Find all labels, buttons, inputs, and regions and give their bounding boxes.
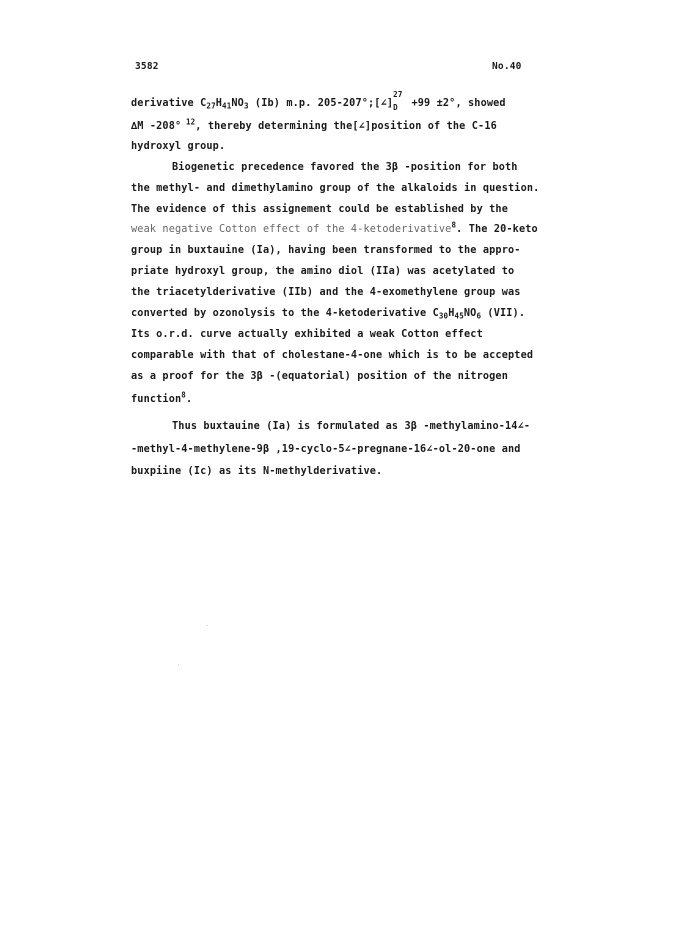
- text-line-6: The evidence of this assignement could be established by the: [131, 204, 509, 215]
- text-fragment: NO: [463, 308, 477, 319]
- text-line-17: -methyl-4-methylene-9β ,19-cyclo-5∠-pregnane-16∠-ol-20-one and: [131, 444, 521, 455]
- text-line-10: the triacetylderivative (IIb) and the 4-exomethylene group was: [131, 287, 521, 298]
- text-line-8: group in buxtauine (Ia), having been transformed to the appro-: [131, 245, 521, 256]
- text-line-1: [131, 90, 506, 112]
- subscript: 41: [222, 101, 232, 111]
- text-fragment: , thereby determining the[∠]position of the C-16: [195, 121, 497, 132]
- text-fragment: converted by ozonolysis to the 4-ketoderivative C: [131, 308, 439, 319]
- text-fragment: H: [448, 308, 455, 319]
- subscript: 30: [438, 311, 449, 321]
- text-line-15: [131, 390, 193, 406]
- text-line-2: [131, 117, 497, 133]
- text-fragment: H: [215, 98, 223, 109]
- text-line-4: Biogenetic precedence favored the 3β -position for both: [172, 162, 518, 173]
- text-line-5: the methyl- and dimethylamino group of the alkaloids in question.: [131, 183, 540, 194]
- subscript: 3: [243, 101, 249, 111]
- superscript: 8: [451, 220, 457, 230]
- text-line-7: [131, 220, 538, 236]
- text-line-11: [131, 307, 525, 320]
- text-fragment: +99 ±2°, showed: [405, 98, 506, 109]
- subscript: 27: [206, 101, 216, 111]
- text-line-3: hydroxyl group.: [131, 141, 226, 152]
- superscript: 27: [393, 90, 403, 99]
- text-line-12: Its o.r.d. curve actually exhibited a weak Cotton effect: [131, 329, 483, 340]
- text-line-18: buxpiine (Ic) as its N-methylderivative.: [131, 466, 383, 477]
- text-line-13: comparable with that of cholestane-4-one which is to be accepted: [131, 350, 534, 361]
- text-line-14: as a proof for the 3β -(equatorial) position of the nitrogen: [131, 371, 509, 382]
- superscript: 12: [181, 117, 196, 127]
- text-fragment: function: [131, 394, 182, 405]
- text-fragment: ∆M -208°: [131, 121, 182, 132]
- text-fragment: (VII).: [481, 308, 526, 319]
- subscript: 45: [454, 311, 464, 321]
- text-fragment: derivative C: [131, 98, 207, 109]
- page-number: 3582: [135, 61, 159, 72]
- text-fragment: NO: [231, 98, 244, 109]
- superscript: 8: [181, 390, 186, 400]
- scan-speck: [207, 625, 208, 626]
- subscript: 6: [476, 311, 482, 321]
- text-line-9: priate hydroxyl group, the amino diol (IIa) was acetylated to: [131, 266, 515, 277]
- text-fragment: weak negative Cotton effect of the 4-ketoderivative: [131, 224, 452, 235]
- subscript: D: [393, 103, 398, 112]
- text-line-16: Thus buxtauine (Ia) is formulated as 3β -methylamino-14∠-: [172, 421, 531, 432]
- text-fragment: . The 20-keto: [456, 224, 538, 235]
- text-fragment: (Ib) m.p. 205-207°;[∠]: [248, 98, 394, 109]
- journal-issue-label: No.40: [492, 61, 522, 72]
- scan-speck: [178, 664, 179, 665]
- text-fragment: .: [185, 394, 193, 405]
